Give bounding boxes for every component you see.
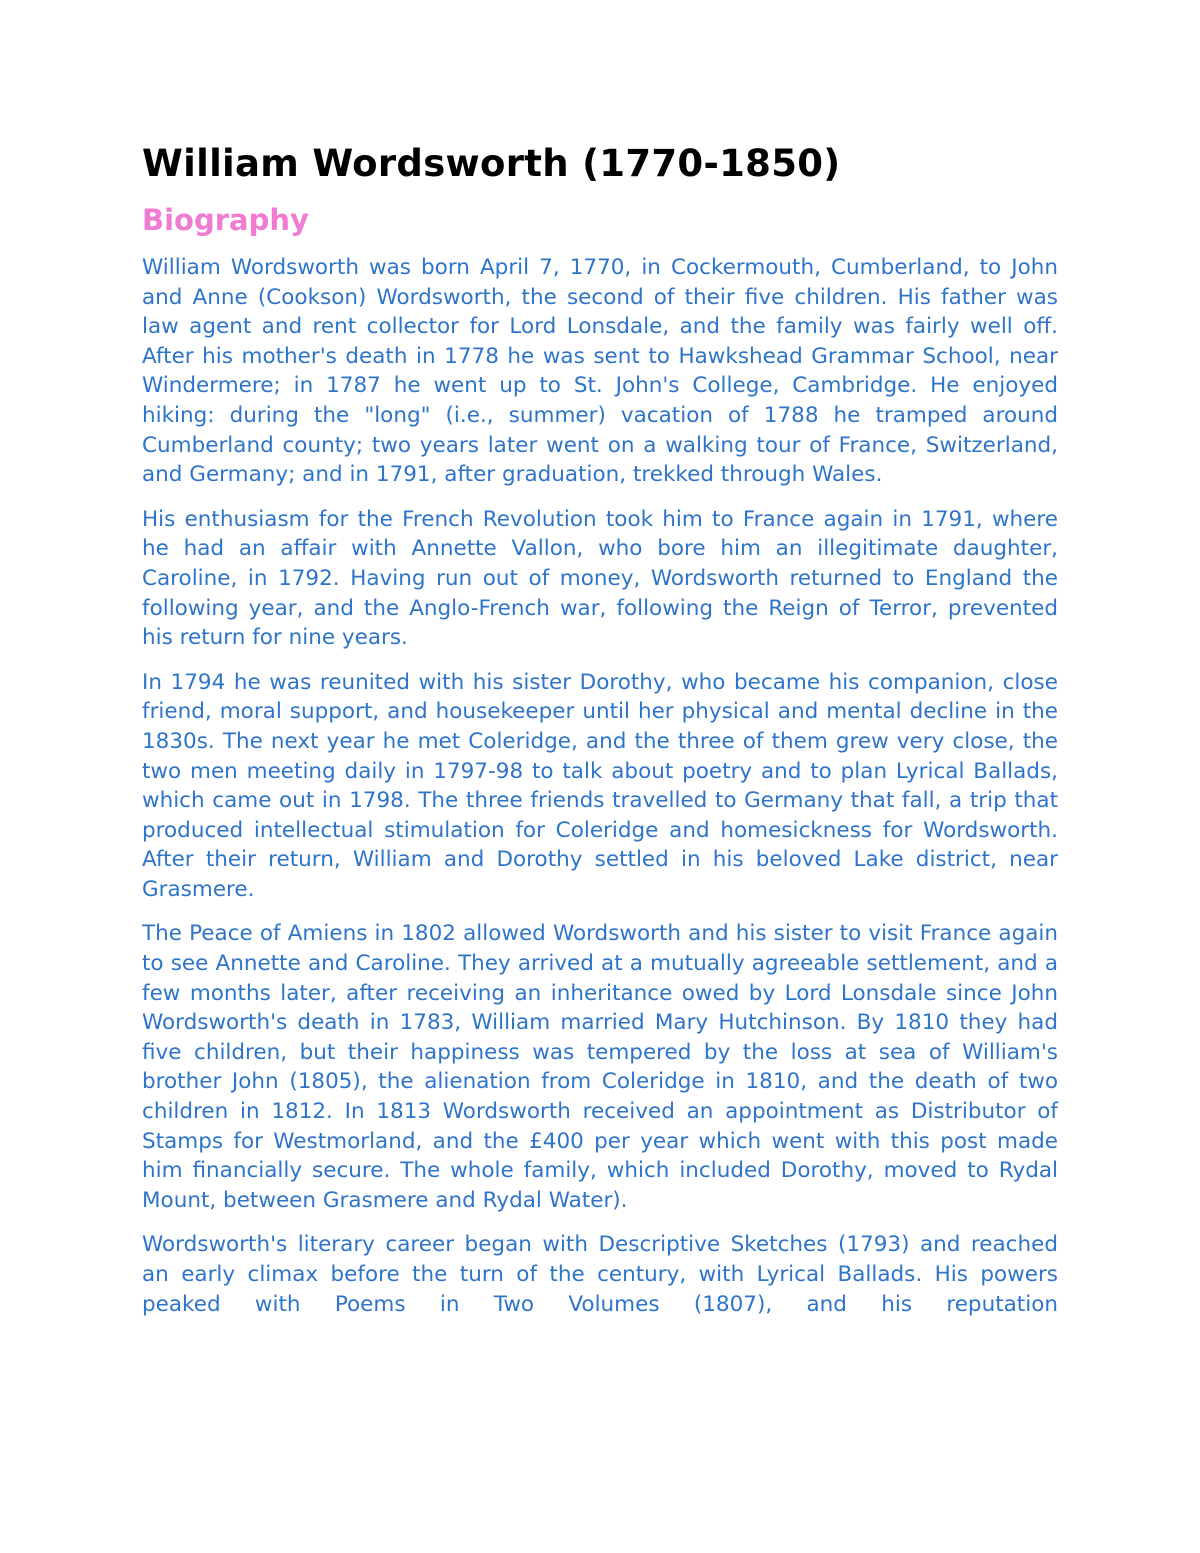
document-page	[142, 140, 1058, 1334]
body-paragraph: In 1794 he was reunited with his sister Dorothy, who became his companion, close friend, moral support, and housekeeper until her physical and mental decline in the 1830s. The next year he met Coleridge, and the three of them grew very close, the two men meeting daily in 1797-98 to talk about poetry and to plan Lyrical Ballads, which came out in 1798. The three friends travelled to Germany that fall, a trip that produced intellectual stimulation for Coleridge and homesickness for Wordsworth. After their return, William and Dorothy settled in his beloved Lake district, near Grasmere.	[142, 669, 1058, 902]
document-title: William Wordsworth (1770-1850)	[142, 142, 841, 185]
body-paragraph-truncated: Wordsworth's literary career began with Descriptive Sketches (1793) and reached an early climax before the turn of the century, with Lyrical Ballads. His powers peaked with Poems in Two Volumes (1807), and his reputation	[142, 1232, 1058, 1317]
section-heading-biography: Biography	[142, 203, 309, 237]
body-paragraph: The Peace of Amiens in 1802 allowed Wordsworth and his sister to visit France again to see Annette and Caroline. They arrived at a mutually agreeable settlement, and a few months later, after receiving an inheritance owed by Lord Lonsdale since John Wordsworth's death in 1783, William married Mary Hutchinson. By 1810 they had five children, but their happiness was tempered by the loss at sea of William's brother John (1805), the alienation from Coleridge in 1810, and the death of two children in 1812. In 1813 Wordsworth received an appointment as Distributor of Stamps for Westmorland, and the £400 per year which went with this post made him financially secure. The whole family, which included Dorothy, moved to Rydal Mount, between Grasmere and Rydal Water).	[142, 921, 1058, 1213]
body-paragraph: His enthusiasm for the French Revolution took him to France again in 1791, where he had an affair with Annette Vallon, who bore him an illegitimate daughter, Caroline, in 1792. Having run out of money, Wordsworth returned to England the following year, and the Anglo-French war, following the Reign of Terror, prevented his return for nine years.	[142, 506, 1058, 651]
body-paragraph: William Wordsworth was born April 7, 1770, in Cockermouth, Cumberland, to John and Anne (Cookson) Wordsworth, the second of their five children. His father was law agent and rent collector for Lord Lonsdale, and the family was fairly well off. After his mother's death in 1778 he was sent to Hawkshead Grammar School, near Windermere; in 1787 he went up to St. John's College, Cambridge. He enjoyed hiking: during the "long" (i.e., summer) vacation of 1788 he tramped around Cumberland county; two years later went on a walking tour of France, Switzerland, and Germany; and in 1791, after graduation, trekked through Wales.	[142, 255, 1058, 488]
